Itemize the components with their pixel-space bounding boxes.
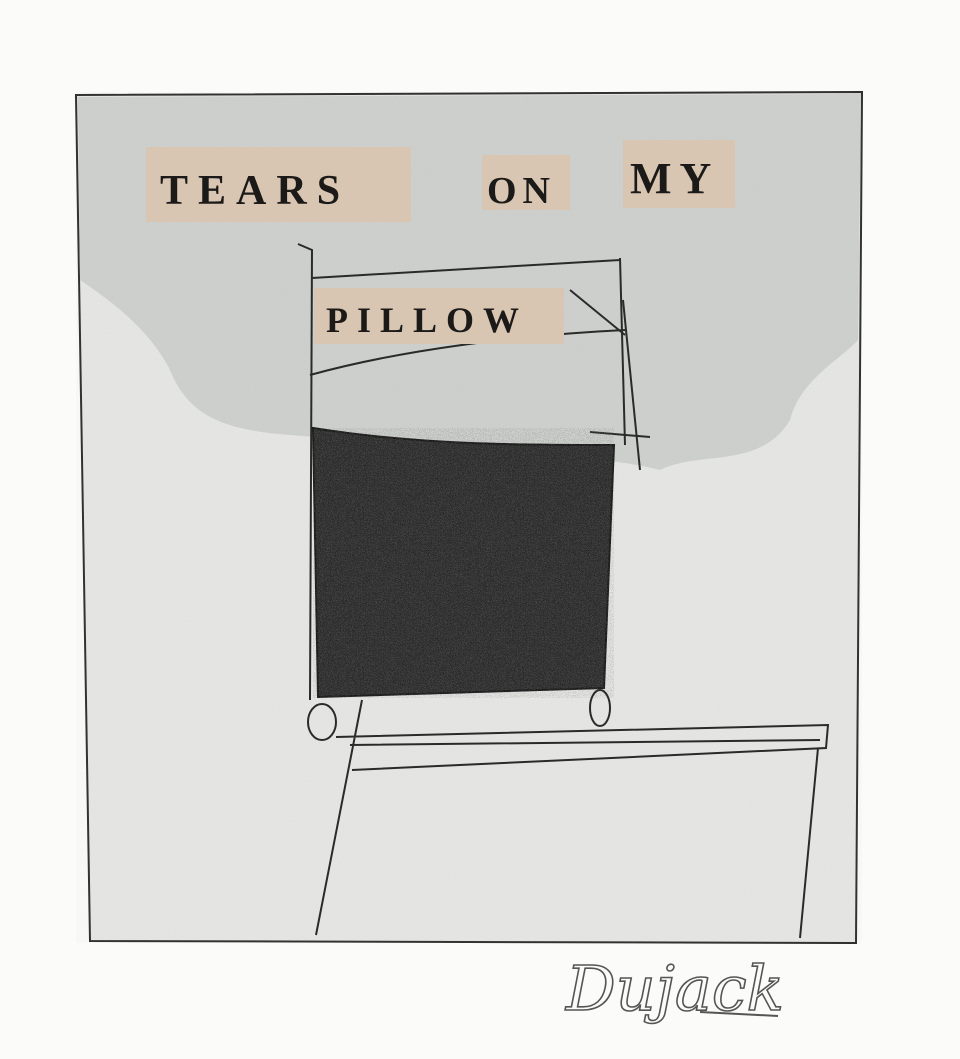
title-word-my: MY [630, 154, 720, 203]
title-word-tears: TEARS [160, 168, 351, 214]
title-word-on: ON [487, 170, 556, 212]
artist-signature [565, 952, 784, 1025]
pillow-word: PILLOW [326, 300, 529, 340]
mattress-speckle [313, 428, 614, 698]
signature-text: Dujack [566, 952, 785, 1025]
